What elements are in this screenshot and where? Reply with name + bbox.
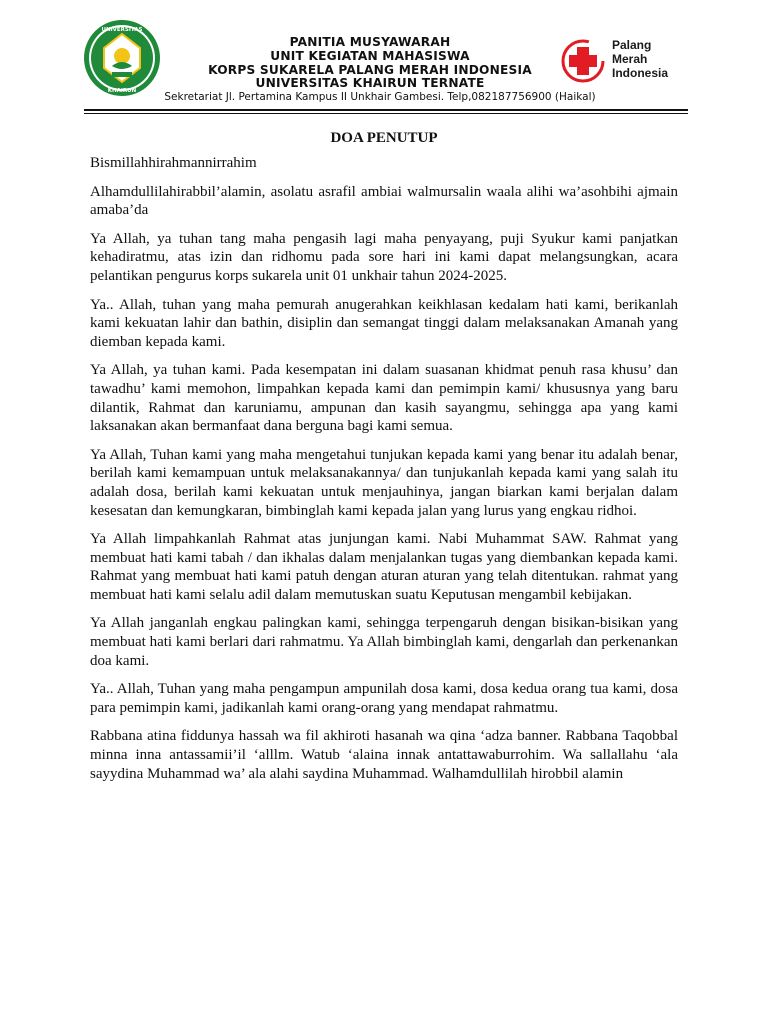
paragraph: Ya Allah, ya tuhan kami. Pada kesempatan ini dalam suasanan khidmat penuh rasa khusu’ dan tawadhu’ kami memohon, limpahkan kepada kami dan pemimpin kami/ khususnya yang baru dilantik, Rahmat dan karuniamu, ampunan dan kasih sayangmu, sehingga apa yang kami laksanakan akan bermanfaat dana berguna bagi kami semua. xyxy=(90,362,678,435)
pmi-word-2: Merah xyxy=(612,52,648,66)
university-logo xyxy=(82,18,162,98)
letterhead-lines xyxy=(170,36,570,91)
document-title: DOA PENUTUP xyxy=(330,130,438,146)
university-name: UNIVERSITAS KHAIRUN TERNATE xyxy=(255,76,485,91)
document-body xyxy=(90,154,678,793)
letterhead xyxy=(0,0,768,110)
unit-name: UNIT KEGIATAN MAHASISWA xyxy=(270,48,470,63)
univ-logo-top-text: UNIVERSITAS xyxy=(101,27,143,33)
paragraph: Alhamdullilahirabbil’alamin, asolatu asrafil ambiai walmursalin waala alihi wa’asohbihi ajmain amaba’da xyxy=(90,183,678,219)
paragraph: Ya.. Allah, tuhan yang maha pemurah anugerahkan keikhlasan kedalam hati kami, berikanlah kami kekuatan lahir dan bathin, disiplin dan semangat tinggi dalam melaksanakan Amanah yang diemban kepada kami. xyxy=(90,296,678,350)
paragraph: Ya.. Allah, Tuhan yang maha pengampun ampunilah dosa kami, dosa kedua orang tua kami, dosa para pemimpin kami, jadikanlah kami orang-orang yang mendapat rahmatmu. xyxy=(90,681,678,716)
paragraph: Ya Allah, Tuhan kami yang maha mengetahui tunjukan kepada kami yang benar itu adalah benar, berilah kami kemampuan untuk melaksanakannya/ dan tunjukanlah kepada kami yang salah itu adalah dosa, berilah kami kekuatan untuk menjauhinya, jangan biarkan kami berjalan dalam kesesatan dan kemungkaran, bimbinglah kami kepada jalan yang lurus yang engkau ridhoi. xyxy=(90,446,678,519)
paragraph: Ya Allah, ya tuhan tang maha pengasih lagi maha penyayang, puji Syukur kami panjatkan kehadiratmu, atas izin dan ridhomu pada sore hari ini kami dapat melangsungkan, acara pelantikan pengurus korps sukarela unit 01 unkhair tahun 2024-2025. xyxy=(90,230,678,284)
paragraph: Ya Allah limpahkanlah Rahmat atas junjungan kami. Nabi Muhammat SAW. Rahmat yang membuat hati kami tabah / dan ikhalas dalam menjalankan tugas yang diembankan kepada kami. Rahmat yang membuat hati kami patuh dengan aturan aturan yang telah ditentukan. rahmat yang membuat hati kami selalu adil dalam memutuskan suatu Keputusan mengambil kebijakan. xyxy=(90,531,678,603)
committee-name: PANITIA MUSYAWARAH xyxy=(289,35,451,49)
header-rule-thin xyxy=(84,113,688,114)
corps-name: KORPS SUKARELA PALANG MERAH INDONESIA xyxy=(208,62,532,77)
paragraph: Bismillahhirahmannirrahim xyxy=(90,155,257,171)
pmi-word-1: Palang xyxy=(612,38,652,52)
pmi-logo xyxy=(560,38,700,86)
secretariat-address: Sekretariat Jl. Pertamina Kampus II Unkhair Gambesi. Telp,082187756900 (Haikal) xyxy=(164,91,596,103)
univ-logo-bottom-text: KHAIRUN xyxy=(107,88,137,94)
pmi-word-3: Indonesia xyxy=(612,66,669,80)
red-cross-icon xyxy=(560,38,606,84)
header-rule-thick xyxy=(84,109,688,111)
paragraph: Rabbana atina fiddunya hassah wa fil akhiroti hasanah wa qina ‘adza banner. Rabbana Taqobbal minna inna antassamii’il ‘alllm. Watub ‘alaina innak antattawaburrohim. Wa sallallahu ‘ala sayydina Muhammad wa’ ala alahi saydina Muhammad. Walhamdullilah hirobbil alamin xyxy=(90,728,678,782)
pmi-logo-text xyxy=(612,38,668,80)
paragraph: Ya Allah janganlah engkau palingkan kami, sehingga terpengaruh dengan bisikan-bisikan yang membuat hati kami berlari dari rahmatmu. Ya Allah bimbinglah kami, dengarlah dan perkenankan doa kami. xyxy=(90,615,678,669)
